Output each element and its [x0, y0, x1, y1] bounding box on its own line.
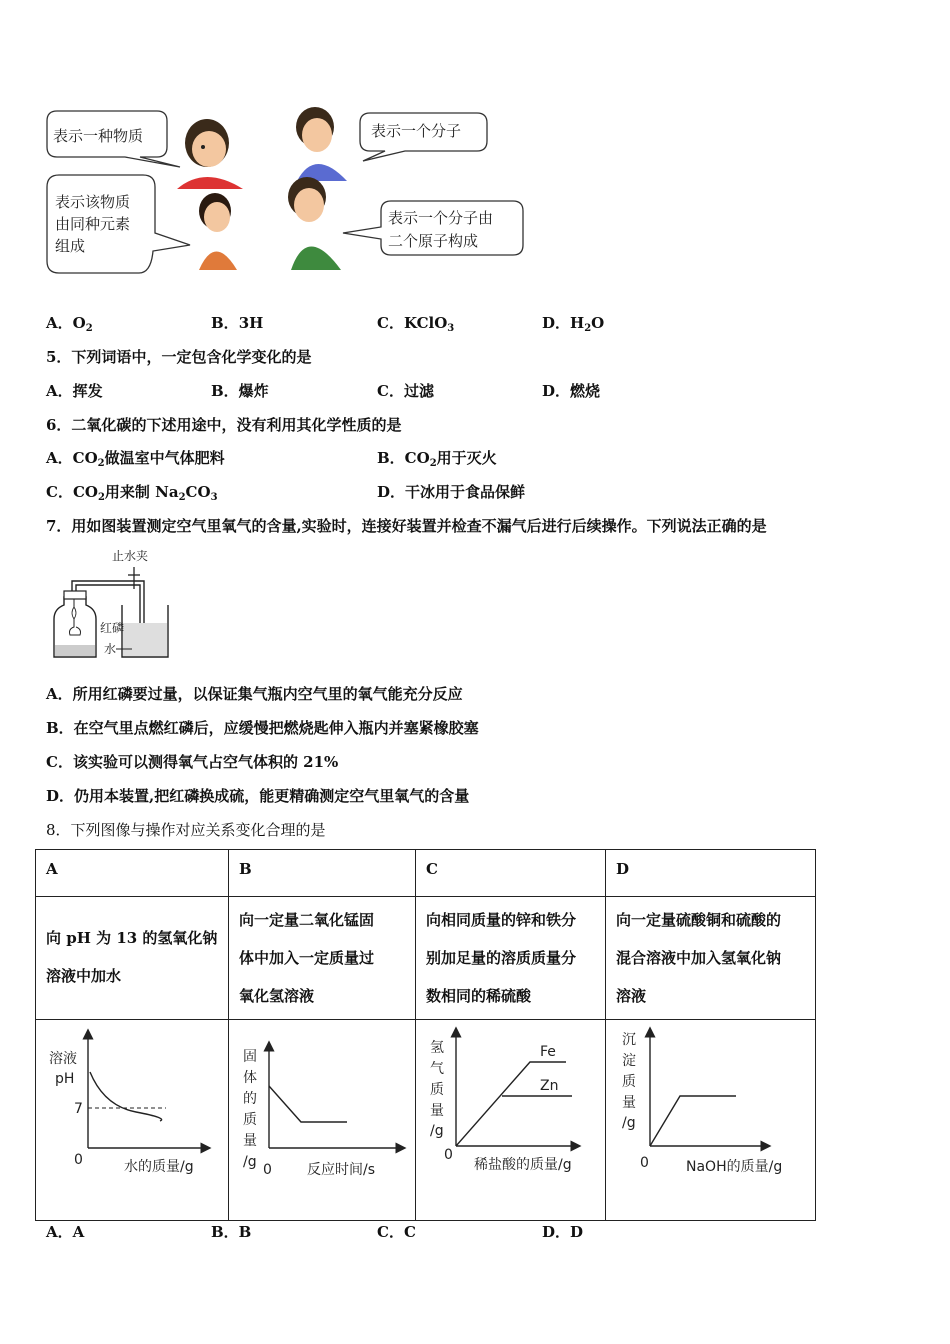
q7-option-c[interactable]: C．该实验可以测得氧气占空气体积的 21%	[46, 753, 339, 771]
q8-stem: 8．下列图像与操作对应关系变化合理的是	[46, 821, 326, 839]
graph-a-ylabel-2: pH	[55, 1071, 75, 1087]
graph-c-fe-line	[456, 1062, 566, 1146]
desc-c: 向相同质量的锌和铁分 别加足量的溶质质量分 数相同的稀硫酸	[416, 897, 606, 1020]
q5-stem: 5．下列词语中，一定包含化学变化的是	[46, 348, 312, 366]
bubble-text-2: 表示一个分子	[371, 122, 462, 140]
label-water: 水	[104, 642, 117, 656]
graph-d-line	[650, 1096, 736, 1146]
desc-b: 向一定量二氧化锰固 体中加入一定质量过 氧化氢溶液	[229, 897, 416, 1020]
graph-c-ylabel-2: 气	[430, 1061, 444, 1077]
graph-b-line	[269, 1086, 347, 1122]
graph-b-ylabel-4: 质	[243, 1112, 257, 1128]
q5-option-c[interactable]: C．过滤	[377, 382, 434, 400]
q8-option-c[interactable]: C．C	[377, 1223, 416, 1241]
graph-a	[36, 1020, 228, 1216]
bubble-text-4a: 表示一个分子由	[388, 209, 494, 227]
cartoon-figure	[45, 105, 535, 280]
graph-b-ylabel-5: 量	[243, 1133, 257, 1149]
graph-d	[606, 1020, 815, 1216]
graph-a-xlabel: 水的质量/g	[124, 1159, 194, 1175]
bubble-text-3c: 组成	[55, 237, 86, 255]
q6-option-a[interactable]: A．$CO_2$做温室中气体肥料	[46, 449, 225, 469]
graph-c-zn-label: Zn	[540, 1078, 559, 1094]
q6-option-b[interactable]: B．$CO_2$用于灭火	[377, 449, 497, 469]
graph-d-cell	[606, 1020, 816, 1221]
q4-option-c[interactable]: C．KClO$_3$	[377, 314, 455, 334]
graph-b-ylabel-1: 固	[243, 1049, 257, 1065]
graph-d-ylabel-1: 沉	[622, 1032, 636, 1048]
graph-c-yunit: /g	[430, 1123, 444, 1139]
graph-c-fe-label: Fe	[540, 1044, 556, 1060]
q5-option-b[interactable]: B．爆炸	[211, 382, 269, 400]
label-phosphorus: 红磷	[100, 621, 125, 635]
q7-option-b[interactable]: B．在空气里点燃红磷后，应缓慢把燃烧匙伸入瓶内并塞紧橡胶塞	[46, 719, 479, 737]
graph-b	[229, 1020, 415, 1216]
graph-c	[416, 1020, 605, 1216]
q4-option-a[interactable]: A．$O_2$	[46, 314, 93, 334]
graph-b-ylabel-2: 体	[243, 1070, 257, 1086]
q7-stem: 7．用如图装置测定空气里氧气的含量,实验时，连接好装置并检查不漏气后进行后续操作。下列说法正确的是	[46, 517, 767, 535]
bubble-text-1: 表示一种物质	[53, 127, 144, 145]
graph-d-xlabel: NaOH的质量/g	[686, 1159, 783, 1175]
graph-d-ylabel-2: 淀	[622, 1053, 636, 1069]
q5-option-d[interactable]: D．燃烧	[542, 382, 601, 400]
graph-a-ylabel-1: 溶液	[49, 1051, 77, 1067]
q8-option-b[interactable]: B．B	[211, 1223, 252, 1241]
q6-stem: 6．二氧化碳的下述用途中，没有利用其化学性质的是	[46, 416, 402, 434]
graph-d-yunit: /g	[622, 1115, 636, 1131]
apparatus-figure	[52, 545, 182, 663]
boy-1-illustration	[296, 107, 347, 181]
graph-c-origin: 0	[444, 1147, 453, 1163]
q8-option-a[interactable]: A．A	[46, 1223, 85, 1241]
graph-b-cell	[229, 1020, 416, 1221]
q6-option-d[interactable]: D．干冰用于食品保鲜	[377, 483, 526, 501]
header-d: D	[606, 850, 816, 897]
graph-a-cell	[36, 1020, 229, 1221]
graph-b-xlabel: 反应时间/s	[307, 1162, 376, 1178]
q6-option-c[interactable]: C．$CO_2$用来制 $Na_2CO_3$	[46, 483, 218, 503]
q5-option-a[interactable]: A．挥发	[46, 382, 103, 400]
desc-d: 向一定量硫酸铜和硫酸的 混合溶液中加入氢氧化钠 溶液	[606, 897, 816, 1020]
header-c: C	[416, 850, 606, 897]
graph-a-ref-label: 7	[74, 1101, 83, 1117]
graph-b-ylabel-3: 的	[243, 1091, 257, 1107]
q7-option-a[interactable]: A．所用红磷要过量，以保证集气瓶内空气里的氧气能充分反应	[46, 685, 463, 703]
bubble-text-3a: 表示该物质	[55, 193, 131, 211]
q4-option-d[interactable]: D．$H_2O$	[542, 314, 605, 334]
graph-b-origin: 0	[263, 1162, 272, 1178]
graph-b-yunit: /g	[243, 1154, 257, 1170]
graph-c-ylabel-1: 氢	[430, 1040, 444, 1056]
graph-d-ylabel-4: 量	[622, 1095, 636, 1111]
flame-icon	[72, 607, 76, 619]
graph-d-origin: 0	[640, 1155, 649, 1171]
graph-a-origin: 0	[74, 1152, 83, 1168]
header-b: B	[229, 850, 416, 897]
girl-2-illustration	[199, 193, 237, 270]
graph-c-ylabel-3: 质	[430, 1082, 444, 1098]
desc-a: 向 pH 为 13 的氢氧化钠 溶液中加水	[36, 897, 229, 1020]
q8-table	[35, 849, 816, 1221]
girl-1-illustration	[177, 119, 243, 189]
graph-c-xlabel: 稀盐酸的质量/g	[474, 1157, 572, 1173]
boy-2-illustration	[288, 177, 341, 270]
graph-c-ylabel-4: 量	[430, 1103, 444, 1119]
q4-option-b[interactable]: B．3H	[211, 314, 264, 332]
label-clamp: 止水夹	[112, 549, 149, 563]
graph-d-ylabel-3: 质	[622, 1074, 636, 1090]
header-a: A	[36, 850, 229, 897]
graph-a-curve	[90, 1072, 162, 1121]
q8-option-d[interactable]: D．D	[542, 1223, 584, 1241]
bubble-text-4b: 二个原子构成	[388, 232, 479, 250]
bubble-text-3b: 由同种元素	[55, 215, 131, 233]
q7-option-d[interactable]: D．仍用本装置,把红磷换成硫，能更精确测定空气里氧气的含量	[46, 787, 470, 805]
graph-c-cell	[416, 1020, 606, 1221]
